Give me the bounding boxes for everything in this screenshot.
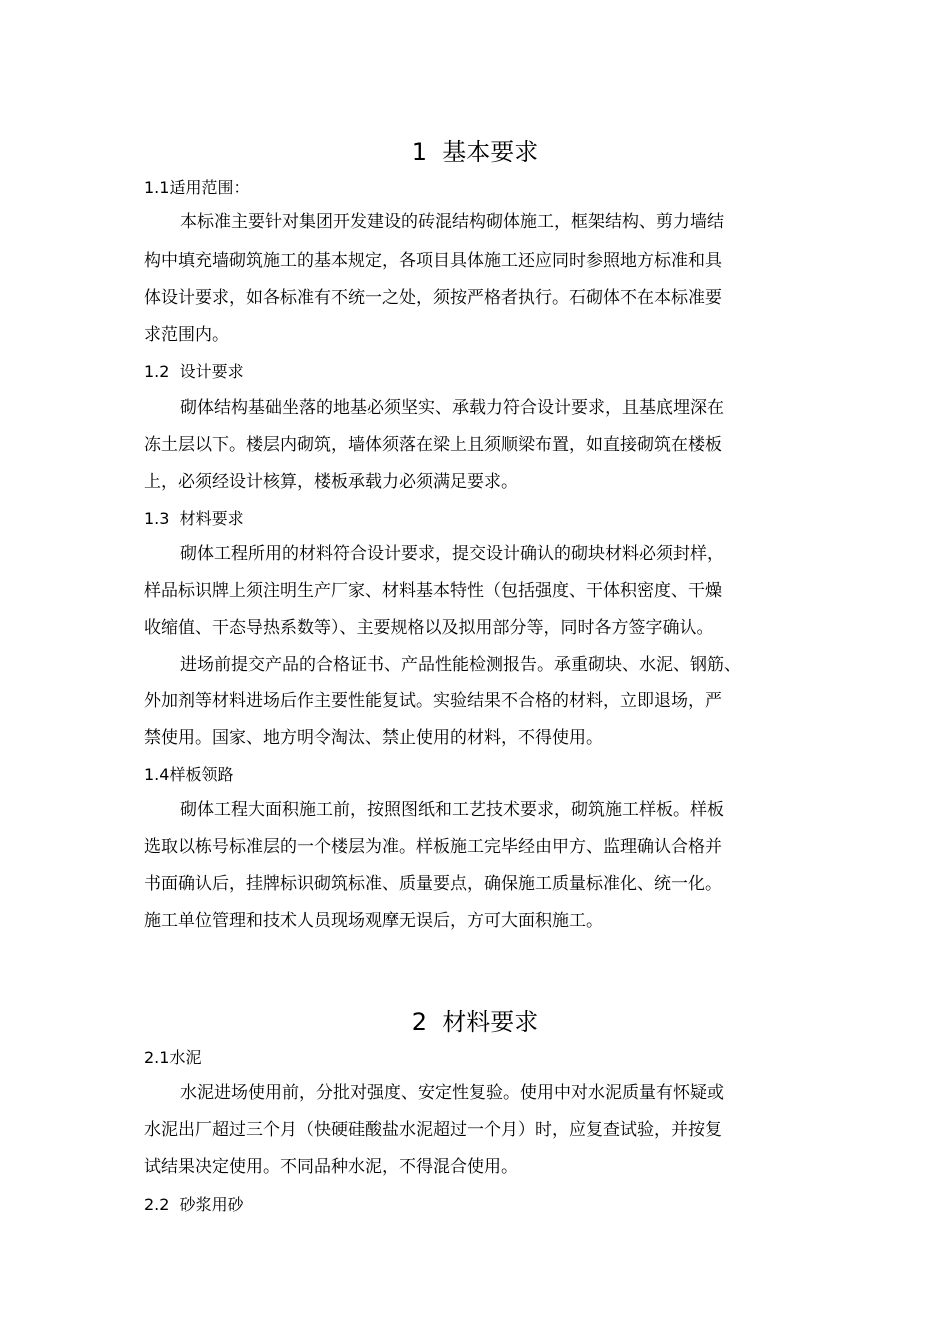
section-1-1-line: 本标准主要针对集团开发建设的砖混结构砌体施工，框架结构、剪力墙结 bbox=[180, 212, 724, 232]
section-1-3-line: 样品标识牌上须注明生产厂家、材料基本特性（包括强度、干体积密度、干燥 bbox=[144, 581, 722, 601]
section-1-3-line: 收缩值、干态导热系数等）、主要规格以及拟用部分等，同时各方签字确认。 bbox=[144, 618, 714, 638]
section-1-1-heading: 1.1适用范围： bbox=[144, 178, 250, 197]
section-2-1-line: 水泥进场使用前，分批对强度、安定性复验。使用中对水泥质量有怀疑或 bbox=[180, 1083, 724, 1103]
section-1-3-heading: 1.3 材料要求 bbox=[144, 509, 244, 528]
chapter-2-title: 2 材料要求 bbox=[411, 1008, 539, 1036]
section-2-1-line: 试结果决定使用。不同品种水泥，不得混合使用。 bbox=[144, 1157, 518, 1177]
section-1-1-line: 构中填充墙砌筑施工的基本规定，各项目具体施工还应同时参照地方标准和具 bbox=[144, 251, 722, 271]
section-1-4-line: 砌体工程大面积施工前，按照图纸和工艺技术要求，砌筑施工样板。样板 bbox=[180, 800, 724, 820]
section-2-2-heading: 2.2 砂浆用砂 bbox=[144, 1195, 244, 1214]
section-2-1-line: 水泥出厂超过三个月（快硬硅酸盐水泥超过一个月）时，应复查试验，并按复 bbox=[144, 1120, 722, 1140]
section-1-4-line: 选取以栋号标准层的一个楼层为准。样板施工完毕经由甲方、监理确认合格并 bbox=[144, 837, 722, 857]
section-2-1-heading: 2.1水泥 bbox=[144, 1048, 202, 1067]
section-1-2-heading: 1.2 设计要求 bbox=[144, 362, 244, 381]
section-1-3-line: 砌体工程所用的材料符合设计要求，提交设计确认的砌块材料必须封样， bbox=[180, 544, 724, 564]
section-1-2-line: 冻土层以下。楼层内砌筑，墙体须落在梁上且须顺梁布置，如直接砌筑在楼板 bbox=[144, 435, 722, 455]
section-1-4-line: 书面确认后，挂牌标识砌筑标准、质量要点，确保施工质量标准化、统一化。 bbox=[144, 874, 722, 894]
section-1-4-heading: 1.4样板领路 bbox=[144, 765, 234, 784]
section-1-1-line: 求范围内。 bbox=[144, 325, 229, 345]
chapter-1-title: 1 基本要求 bbox=[411, 138, 539, 166]
section-1-2-line: 砌体结构基础坐落的地基必须坚实、承载力符合设计要求，且基底埋深在 bbox=[180, 398, 724, 418]
section-1-4-line: 施工单位管理和技术人员现场观摩无误后，方可大面积施工。 bbox=[144, 911, 603, 931]
section-1-1-line: 体设计要求，如各标准有不统一之处，须按严格者执行。石砌体不在本标准要 bbox=[144, 288, 722, 308]
section-1-3-line: 外加剂等材料进场后作主要性能复试。实验结果不合格的材料，立即退场，严 bbox=[144, 691, 722, 711]
section-1-3-line: 禁使用。国家、地方明令淘汰、禁止使用的材料，不得使用。 bbox=[144, 728, 603, 748]
section-1-2-line: 上，必须经设计核算，楼板承载力必须满足要求。 bbox=[144, 472, 518, 492]
section-1-3-line: 进场前提交产品的合格证书、产品性能检测报告。承重砌块、水泥、钢筋、 bbox=[180, 655, 741, 675]
